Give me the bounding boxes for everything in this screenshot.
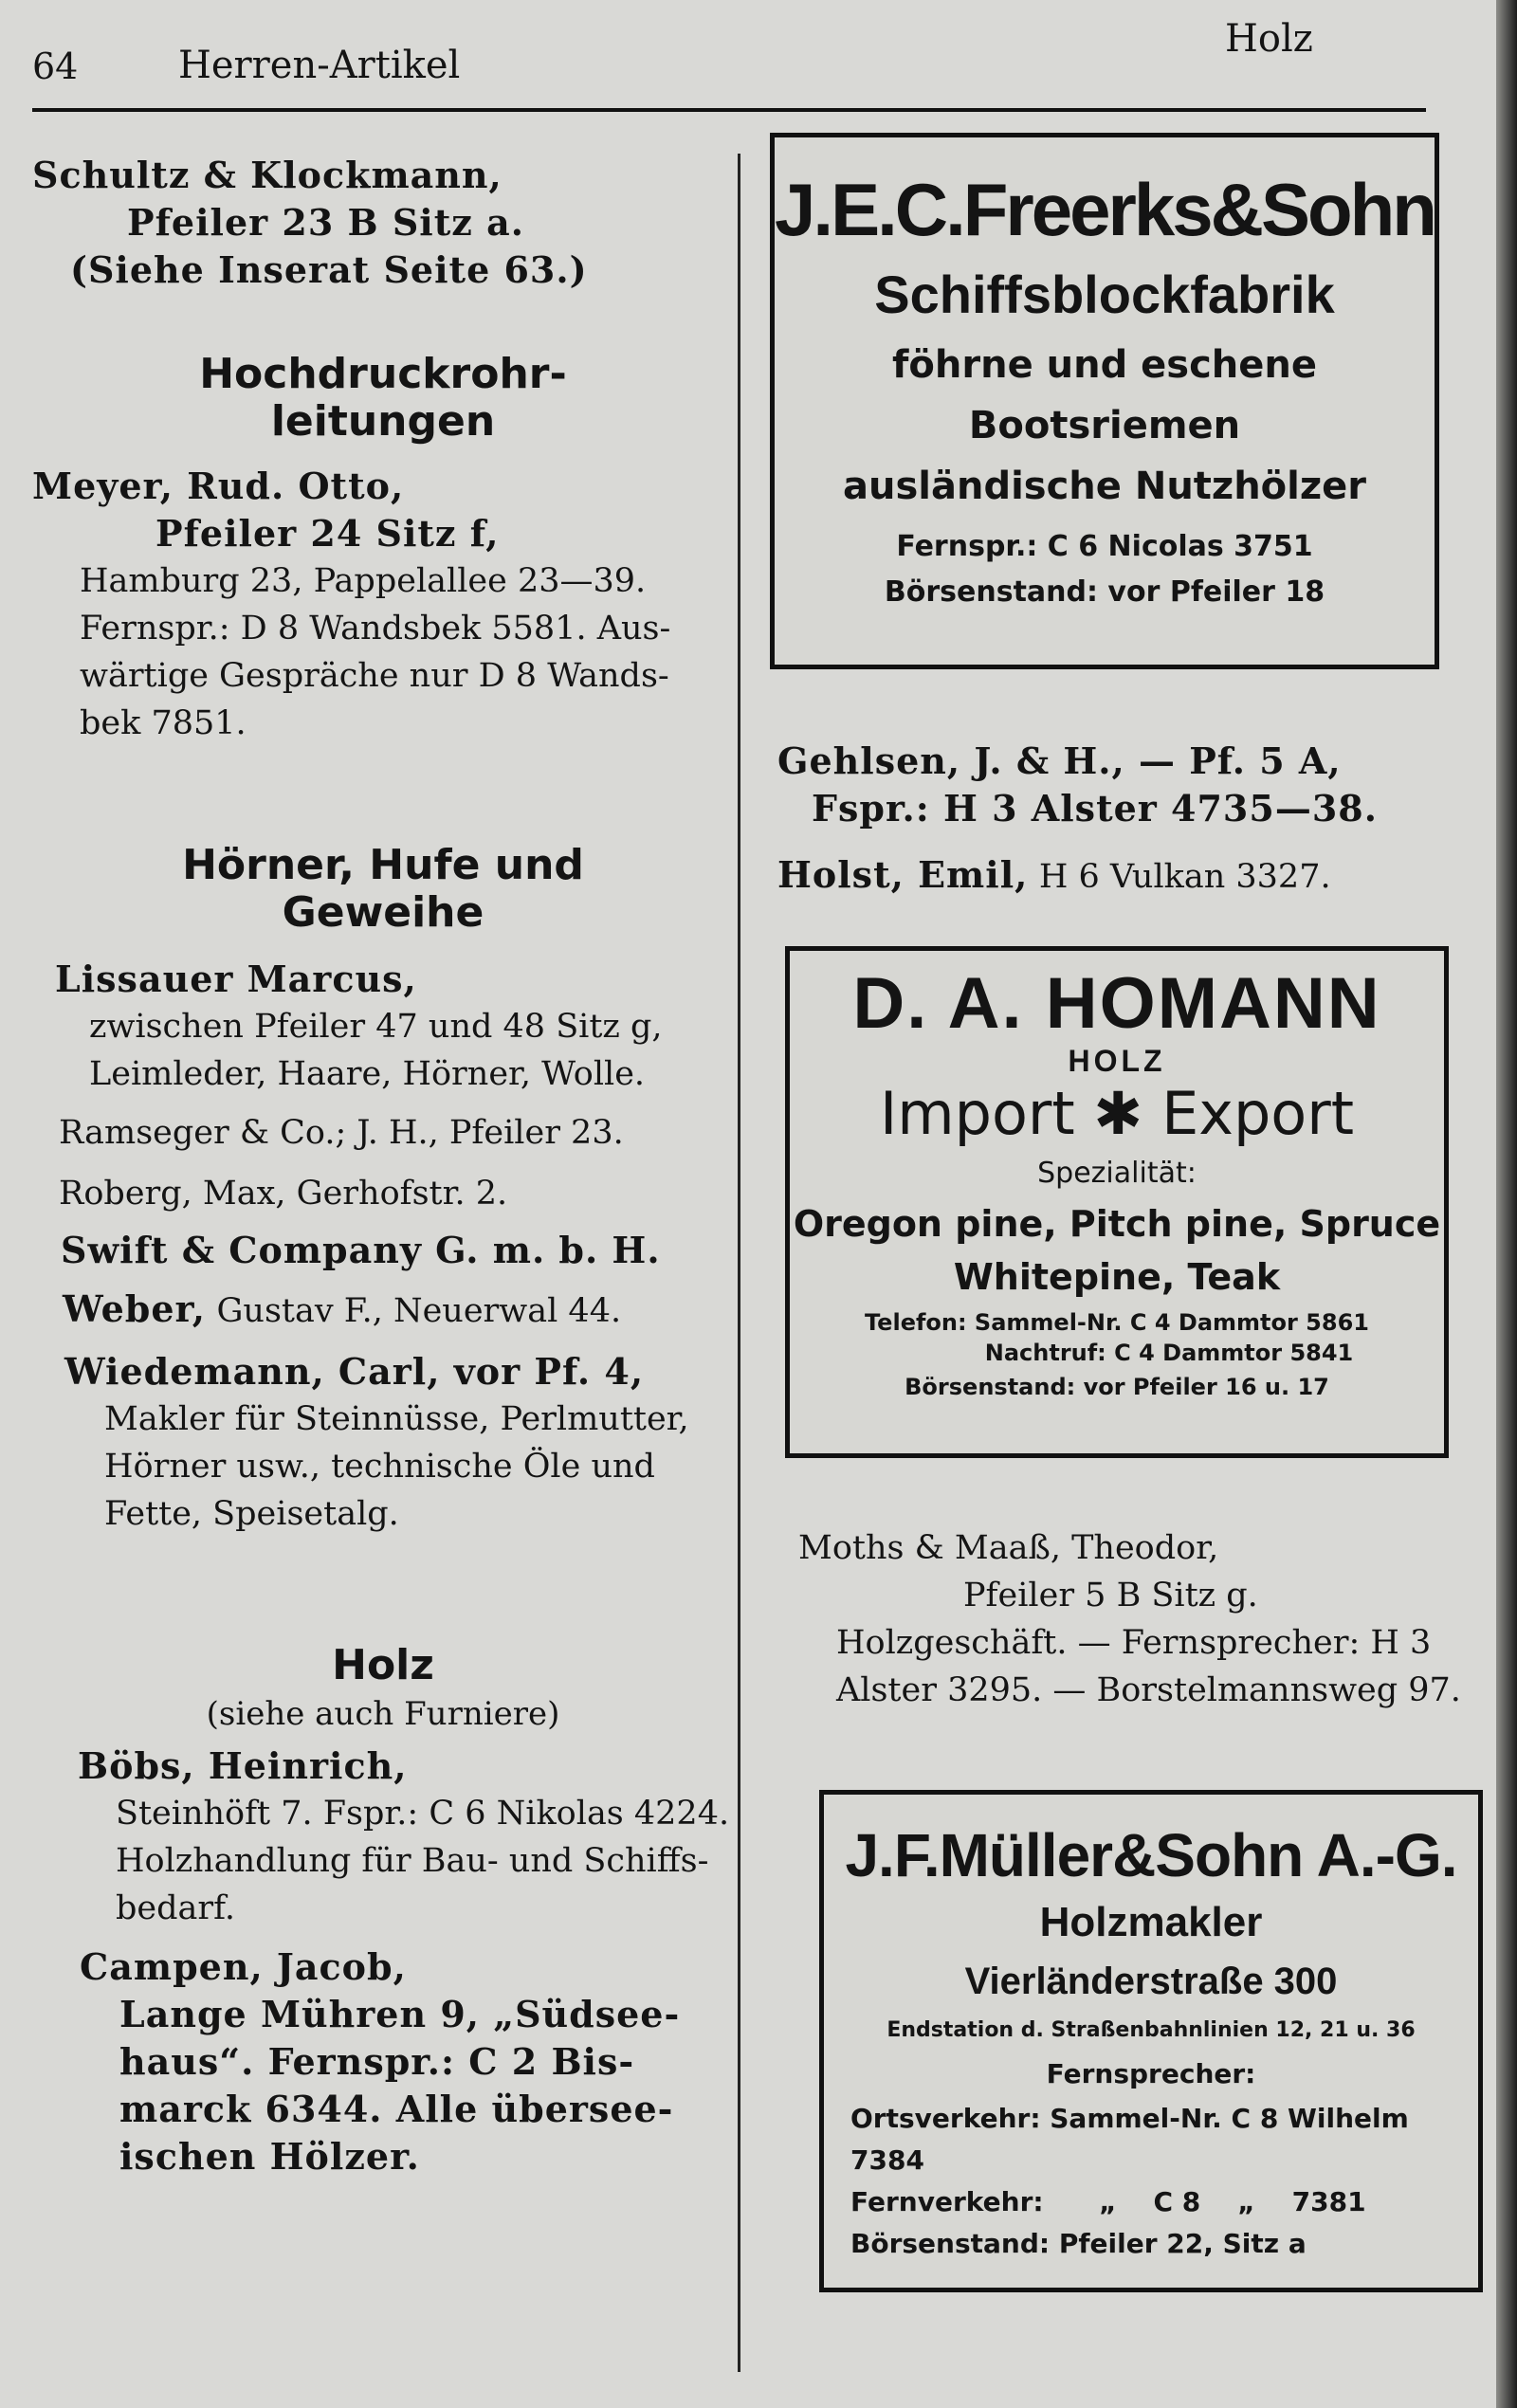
entry-line: Gustav F., Neuerwal 44. [216, 1292, 622, 1330]
ad-line: Ortsverkehr: Sammel-Nr. C 8 Wilhelm 7384 [850, 2103, 1409, 2176]
ad-mueller [819, 1790, 1483, 2292]
entry-ramseger: Ramseger & Co.; J. H., Pfeiler 23. [59, 1114, 624, 1152]
page-binding-edge [1496, 0, 1517, 2408]
heading-line: Hochdruckrohr- [199, 350, 567, 398]
entry-line: Pfeiler 23 B Sitz a. [127, 201, 524, 244]
heading-line: leitungen [270, 397, 496, 446]
entry-meyer [32, 463, 734, 747]
entry-line: Lange Mühren 9, „Südsee- [119, 1993, 681, 2035]
ad-company-name: J.E.C.Freerks&Sohn [775, 168, 1435, 251]
entry-line: Gehlsen, J. & H., — Pf. 5 A, [777, 739, 1342, 782]
entry-line: (Siehe Inserat Seite 63.) [70, 248, 588, 291]
entry-name: Lissauer Marcus, [55, 958, 417, 1000]
entry-line: zwischen Pfeiler 47 und 48 Sitz g, [89, 1008, 663, 1046]
entry-line: Makler für Steinnüsse, Perlmutter, [104, 1400, 689, 1438]
entry-line: bedarf. [116, 1889, 235, 1927]
entry-line: Holzhandlung für Bau- und Schiffs- [116, 1842, 709, 1880]
ad-line: Börsenstand: vor Pfeiler 18 [884, 575, 1325, 609]
ad-company-name: J.F.Müller&Sohn A.-G. [845, 1821, 1457, 1889]
entry-line: Holzgeschäft. — Fernsprecher: H 3 [836, 1624, 1432, 1662]
entry-line: Leimleder, Haare, Hörner, Wolle. [89, 1055, 646, 1093]
ad-line: Whitepine, Teak [953, 1256, 1281, 1298]
ad-line: Fernverkehr: „ C 8 „ 7381 [850, 2186, 1366, 2217]
entry-gehlsen [758, 738, 1479, 832]
ad-line: föhrne und eschene Bootsriemen [892, 343, 1317, 447]
category-heading-hochdruckrohrleitungen [32, 351, 734, 446]
entry-line: Hörner usw., technische Öle und [104, 1448, 655, 1486]
category-heading-hoerner [32, 842, 734, 937]
ad-line: Fernspr.: C 6 Nicolas 3751 [896, 530, 1313, 563]
heading-line: Hörner, Hufe und [182, 841, 584, 889]
entry-roberg: Roberg, Max, Gerhofstr. 2. [59, 1175, 508, 1213]
entry-schultz [32, 152, 734, 294]
entry-name: Schultz & Klockmann, [32, 154, 503, 196]
entry-moths [758, 1524, 1479, 1714]
ad-line: Import ✱ Export [879, 1079, 1355, 1148]
left-column [32, 152, 734, 2180]
section-title: Herren-Artikel [178, 44, 461, 87]
category-subheading: (siehe auch Furniere) [206, 1695, 560, 1733]
ad-line: Endstation d. Straßenbahnlinien 12, 21 u. 36 [886, 2018, 1416, 2042]
entry-name: Campen, Jacob, [80, 1945, 407, 1988]
ad-freerks [770, 133, 1439, 669]
ad-company-name: D. A. HOMANN [852, 963, 1381, 1044]
page-header [32, 17, 1426, 112]
category-heading-holz: Holz [332, 1641, 434, 1689]
ad-line: Vierländerstraße 300 [964, 1961, 1338, 2002]
ad-line: Holzmakler [1039, 1899, 1263, 1945]
entry-line: Pfeiler 5 B Sitz g. [963, 1577, 1258, 1614]
ad-line: Nachtruf: C 4 Dammtor 5841 [984, 1340, 1354, 1366]
entry-line: haus“. Fernspr.: C 2 Bis- [119, 2040, 635, 2083]
ad-line: Börsenstand: vor Pfeiler 16 u. 17 [905, 1374, 1329, 1400]
heading-line: Geweihe [282, 888, 484, 937]
entry-name: Wiedemann, Carl, vor Pf. 4, [64, 1350, 645, 1393]
ad-line: Spezialität: [1037, 1157, 1197, 1190]
entry-lissauer [32, 956, 734, 1098]
ad-line: Börsenstand: Pfeiler 22, Sitz a [850, 2228, 1307, 2259]
entry-name: Meyer, Rud. Otto, [32, 465, 405, 507]
ad-line: Schiffsblockfabrik [874, 265, 1335, 324]
entry-campen [32, 1943, 734, 2180]
entry-line: Pfeiler 24 Sitz f, [155, 512, 500, 555]
entry-name: Böbs, Heinrich, [78, 1744, 408, 1787]
entry-line: wärtige Gespräche nur D 8 Wands- [80, 657, 669, 695]
entry-boebs [32, 1742, 734, 1932]
entry-line: Moths & Maaß, Theodor, [798, 1529, 1219, 1567]
entry-line: H 6 Vulkan 3327. [1038, 858, 1331, 896]
ad-line: Oregon pine, Pitch pine, Spruce [793, 1203, 1441, 1245]
ad-line: HOLZ [1068, 1044, 1166, 1078]
entry-holst [758, 851, 1479, 901]
ad-line: ausländische Nutzhölzer [842, 465, 1366, 508]
entry-name: Holst, Emil, [777, 853, 1029, 896]
entry-line: Fspr.: H 3 Alster 4735—38. [812, 787, 1378, 830]
entry-swift: Swift & Company G. m. b. H. [61, 1229, 661, 1271]
entry-line: Fette, Speisetalg. [104, 1495, 399, 1533]
entry-weber [32, 1286, 734, 1335]
ad-homann [785, 946, 1449, 1458]
page-keyword: Holz [1225, 17, 1313, 61]
column-divider [738, 154, 740, 2372]
entry-line: bek 7851. [80, 704, 247, 742]
ad-line: Fernsprecher: [1046, 2058, 1256, 2089]
page-number: 64 [32, 46, 79, 87]
entry-line: ischen Hölzer. [119, 2135, 420, 2178]
ad-line: Telefon: Sammel-Nr. C 4 Dammtor 5861 [865, 1309, 1369, 1336]
entry-line: marck 6344. Alle übersee- [119, 2088, 674, 2130]
entry-wiedemann [32, 1348, 734, 1538]
right-column [758, 133, 1479, 2292]
entry-line: Hamburg 23, Pappelallee 23—39. [80, 562, 647, 600]
entry-name: Weber, [63, 1287, 206, 1330]
entry-line: Steinhöft 7. Fspr.: C 6 Nikolas 4224. [116, 1795, 730, 1833]
entry-line: Alster 3295. — Borstelmannsweg 97. [836, 1671, 1461, 1709]
entry-line: Fernspr.: D 8 Wandsbek 5581. Aus- [80, 610, 671, 648]
